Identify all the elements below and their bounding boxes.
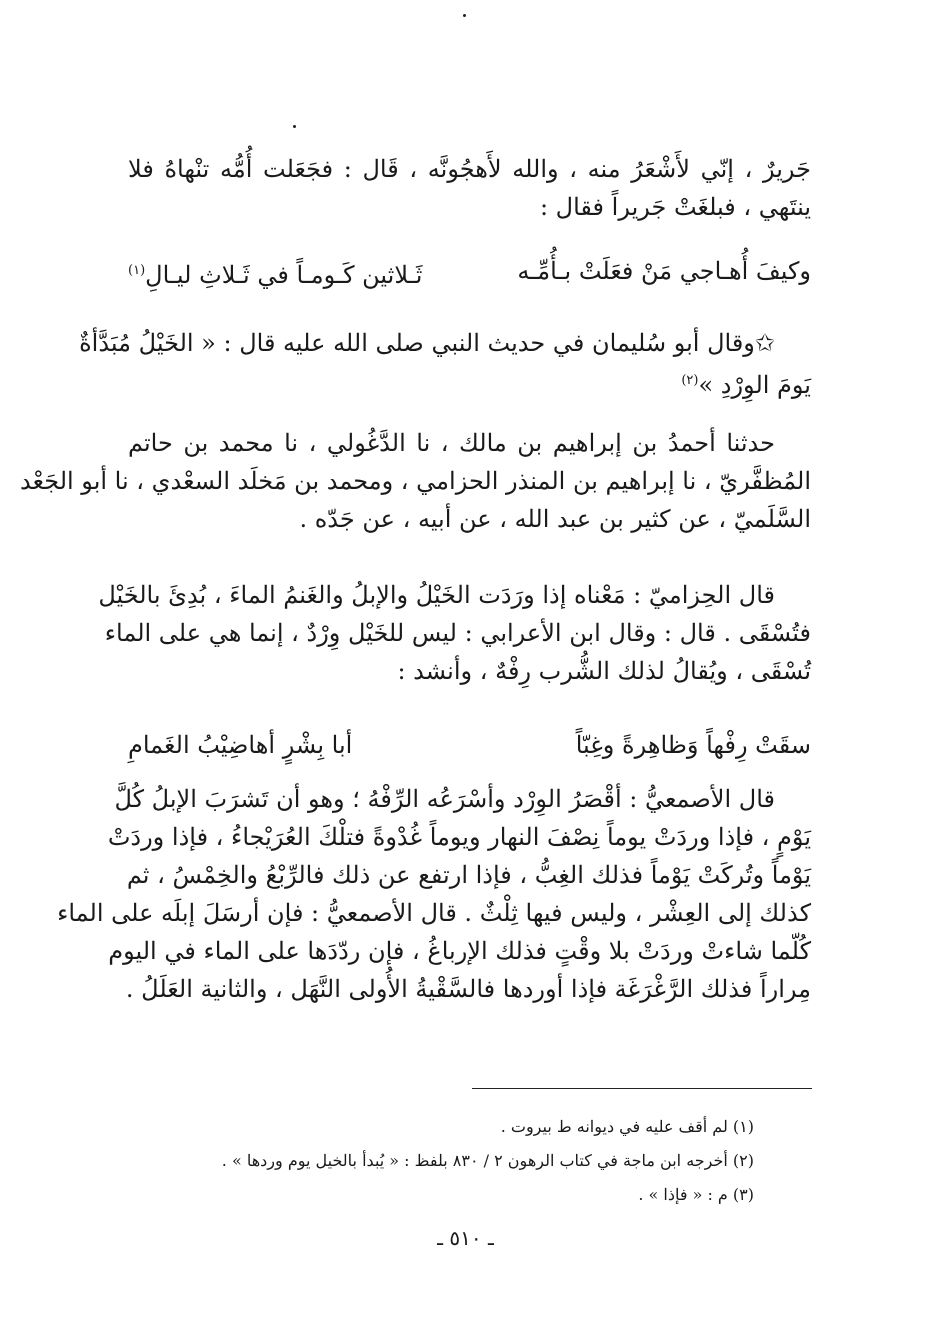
verse-hemistich-left: أبا بِشْرٍ أهاضِيْبُ الغَمامِ — [128, 731, 353, 759]
footnote-1: (١) لم أقف عليه في ديوانه ط بيروت . — [500, 1117, 754, 1136]
footnote-2: (٢) أخرجه ابن ماجة في كتاب الرهون ٢ / ٨٣٠ بلفظ : « يُبدأ بالخيل يوم وردها » . — [221, 1151, 754, 1170]
footnote-3: (٣) م : « فإذا » . — [638, 1185, 754, 1204]
verse-hemistich-right: سقَتْ رِفْهاً وَظاهِرةً وغِبّاً — [575, 731, 811, 759]
text-line: المُظفَّريّ ، نا إبراهيم بن المنذر الحزامي ، ومحمد بن مَخلَد السعْدي ، نا أبو الجَعْد — [20, 467, 811, 495]
text-line: قال الحِزاميّ : مَعْناه إذا ورَدَت الخَيْلُ والإبلُ والغَنمُ الماءَ ، بُدِئَ بالخَيْل — [98, 581, 775, 609]
footnote-marker: (١) — [128, 263, 146, 278]
text-line: ✩وقال أبو سُليمان في حديث النبي صلى الله عليه قال : « الخَيْلُ مُبَدَّأةٌ — [79, 329, 775, 357]
scan-speck — [293, 125, 296, 128]
verse-2 — [128, 726, 811, 764]
footnote-separator — [472, 1088, 812, 1089]
text-line: حدثنا أحمدُ بن إبراهيم بن مالك ، نا الدَّغُولي ، نا محمد بن حاتم — [128, 429, 775, 457]
text-line: قال الأصمعيُّ : أقْصَرُ الوِرْد وأسْرَعُه الرِّفْهُ ؛ وهو أن تَشرَبَ الإبلُ كُلَّ — [114, 785, 775, 813]
text-line: يَوْماً وتُركَتْ يَوْماً فذلك الغِبُّ ، فإذا ارتفع عن ذلك فالرِّبْعُ والخِمْسُ ، ثم — [126, 861, 811, 889]
text-line: فتُسْقَى . قال : وقال ابن الأعرابي : ليس للخَيْل وِرْدٌ ، إنما هي على الماء — [104, 619, 811, 647]
text-line: جَريرٌ ، إنّي لأَشْعَرُ منه ، والله لأَهجُونَّه ، قَال : فجَعَلت أُمُّه تنْهاهُ فلا — [128, 155, 811, 183]
text-line: يَوْمٍ ، فإذا وردَتْ يوماً نِصْفَ النهار ويوماً غُدْوةً فتلْكَ العُرَيْجاءُ ، فإذا وردَتْ — [107, 823, 811, 851]
verse-1 — [128, 252, 811, 294]
verse-hemistich-right: وكيفَ أُهـاجي مَنْ فعَلَتْ بـأُمِّـه — [517, 257, 811, 285]
text-line: مِراراً فذلك الرَّغْرَغَة فإذا أوردها فالسَّقْيةُ الأُولى النَّهَل ، والثانية العَلَلُ . — [125, 975, 811, 1003]
verse-hemistich-left: ثَـلاثين كَـومـاً في ثَـلاثِ ليـالِ$^{(١)}$ — [128, 261, 423, 289]
text-line: ينتَهي ، فبلغَتْ جَريراً فقال : — [539, 193, 811, 221]
footnote-marker: (٢) — [681, 373, 699, 388]
text-line: يَومَ الوِرْدِ »$^{(٢)}$ — [681, 371, 811, 399]
paragraph-1 — [128, 150, 811, 226]
paragraph-4 — [98, 576, 811, 690]
paragraph-3 — [20, 424, 811, 538]
text-line: كذلك إلى العِشْر ، وليس فيها ثِلْثٌ . قال الأصمعيُّ : فإن أرسَلَ إبلَه على الماء — [57, 899, 811, 927]
text-line: كُلّما شاءتْ وردَتْ بلا وقْتٍ فذلك الإرباغُ ، فإن ردّدَها على الماء في اليوم — [108, 937, 811, 965]
paragraph-2 — [79, 324, 811, 400]
page-number: ـ ٥١٠ ـ — [437, 1226, 494, 1250]
scan-speck — [463, 14, 466, 17]
paragraph-5 — [57, 780, 811, 1008]
text-line: السَّلَميّ ، عن كثير بن عبد الله ، عن أبيه ، عن جَدّه . — [299, 505, 811, 533]
text-line: تُسْقَى ، ويُقالُ لذلك الشُّرب رِفْهٌ ، وأنشد : — [397, 657, 811, 685]
